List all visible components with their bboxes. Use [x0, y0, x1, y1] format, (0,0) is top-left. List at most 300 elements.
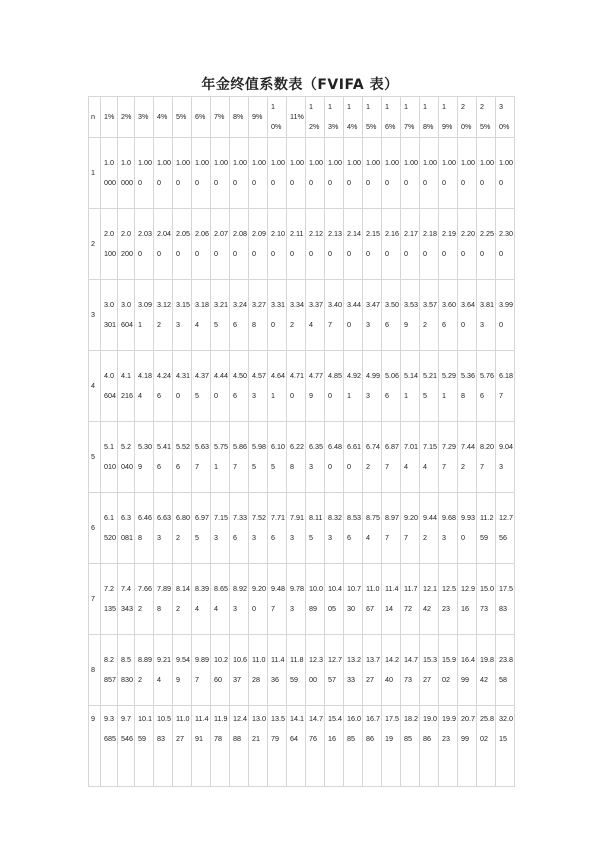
factor-cell [118, 706, 135, 787]
factor-cell [496, 635, 515, 706]
factor-cell [287, 635, 306, 706]
period-cell-text: 5 [91, 452, 95, 461]
factor-cell [477, 635, 496, 706]
factor-cell [401, 138, 420, 209]
factor-cell [154, 351, 173, 422]
factor-cell-text: 8.754 [366, 513, 380, 542]
factor-cell [420, 280, 439, 351]
factor-cell-text: 3.572 [423, 300, 437, 329]
factor-cell-text: 3.310 [271, 300, 285, 329]
factor-cell [344, 422, 363, 493]
factor-cell-text: 19.923 [442, 714, 456, 743]
factor-cell-text: 4.779 [309, 371, 323, 400]
factor-cell [268, 493, 287, 564]
factor-cell-text: 11.414 [385, 584, 399, 613]
column-header [325, 97, 344, 138]
column-header-text: 30% [499, 102, 510, 131]
factor-cell [363, 280, 382, 351]
factor-cell-text: 4.0604 [104, 371, 116, 400]
factor-cell-text: 1.000 [461, 158, 475, 187]
column-header-text: 2% [121, 112, 132, 121]
factor-cell [173, 209, 192, 280]
factor-cell [363, 635, 382, 706]
factor-cell-text: 9.214 [157, 655, 171, 684]
factor-cell [211, 564, 230, 635]
factor-cell [325, 493, 344, 564]
period-cell [89, 706, 101, 787]
factor-cell-text: 5.766 [480, 371, 494, 400]
factor-cell-text: 8.977 [385, 513, 399, 542]
factor-cell [249, 138, 268, 209]
factor-cell [192, 635, 211, 706]
factor-cell [135, 138, 154, 209]
column-header-text: 19% [442, 102, 453, 131]
factor-cell-text: 5.141 [404, 371, 418, 400]
factor-cell [135, 422, 154, 493]
period-cell-text: 7 [91, 594, 95, 603]
period-cell-text: 4 [91, 381, 95, 390]
factor-cell [477, 138, 496, 209]
factor-cell-text: 5.368 [461, 371, 475, 400]
factor-cell-text: 3.215 [214, 300, 228, 329]
factor-cell-text: 2.050 [176, 229, 190, 258]
factor-cell-text: 9.683 [442, 513, 456, 542]
period-cell [89, 635, 101, 706]
factor-cell-text: 2.170 [404, 229, 418, 258]
factor-cell [268, 280, 287, 351]
factor-cell [249, 706, 268, 787]
table-row [89, 280, 515, 351]
factor-cell [230, 351, 249, 422]
column-header-text: 8% [233, 112, 244, 121]
factor-cell [306, 635, 325, 706]
factor-cell-text: 4.641 [271, 371, 285, 400]
factor-cell [363, 351, 382, 422]
factor-cell [458, 422, 477, 493]
factor-cell [477, 351, 496, 422]
column-header [230, 97, 249, 138]
factor-cell [344, 209, 363, 280]
factor-cell-text: 9.442 [423, 513, 437, 542]
factor-cell [173, 138, 192, 209]
factor-cell-text: 3.440 [347, 300, 361, 329]
factor-cell [118, 280, 135, 351]
factor-cell [154, 209, 173, 280]
factor-cell-text: 5.985 [252, 442, 266, 471]
factor-cell [173, 351, 192, 422]
factor-cell [154, 138, 173, 209]
column-header [401, 97, 420, 138]
factor-cell [135, 564, 154, 635]
factor-cell [211, 138, 230, 209]
factor-cell [268, 351, 287, 422]
factor-cell [135, 209, 154, 280]
factor-cell [101, 138, 118, 209]
column-header [496, 97, 515, 138]
factor-cell-text: 10.637 [233, 655, 247, 684]
period-cell-text: 8 [91, 665, 95, 674]
period-cell [89, 138, 101, 209]
factor-cell-text: 1.000 [385, 158, 399, 187]
factor-cell [118, 209, 135, 280]
factor-cell [382, 564, 401, 635]
factor-cell-text: 4.573 [252, 371, 266, 400]
factor-cell [382, 209, 401, 280]
factor-cell [344, 635, 363, 706]
factor-cell-text: 2.160 [385, 229, 399, 258]
factor-cell-text: 5.867 [233, 442, 247, 471]
factor-cell [439, 706, 458, 787]
factor-cell [325, 209, 344, 280]
factor-cell-text: 9.3685 [104, 714, 116, 743]
factor-cell [458, 493, 477, 564]
factor-cell [382, 635, 401, 706]
period-cell [89, 564, 101, 635]
column-header [306, 97, 325, 138]
factor-cell-text: 3.539 [404, 300, 418, 329]
factor-cell-text: 7.898 [157, 584, 171, 613]
column-header-text: 7% [214, 112, 225, 121]
factor-cell [458, 635, 477, 706]
factor-cell-text: 3.813 [480, 300, 494, 329]
factor-cell-text: 15.902 [442, 655, 456, 684]
period-cell-text: 3 [91, 310, 95, 319]
column-header [101, 97, 118, 138]
factor-cell-text: 3.246 [233, 300, 247, 329]
factor-cell-text: 14.240 [385, 655, 399, 684]
factor-cell [496, 706, 515, 787]
factor-cell [230, 564, 249, 635]
factor-cell [249, 351, 268, 422]
factor-cell-text: 11.067 [366, 584, 380, 613]
factor-cell [268, 422, 287, 493]
factor-cell-text: 8.207 [480, 442, 494, 471]
factor-cell [420, 209, 439, 280]
column-header-text: 5% [176, 112, 187, 121]
column-header [382, 97, 401, 138]
factor-cell [268, 209, 287, 280]
factor-cell-text: 3.990 [499, 300, 513, 329]
factor-cell [192, 280, 211, 351]
factor-cell [101, 351, 118, 422]
factor-cell [101, 564, 118, 635]
factor-cell [192, 493, 211, 564]
factor-cell [458, 280, 477, 351]
column-header-text: 16% [385, 102, 396, 131]
factor-cell [230, 635, 249, 706]
factor-cell-text: 25.802 [480, 714, 494, 743]
factor-cell-text: 3.153 [176, 300, 190, 329]
factor-cell [230, 493, 249, 564]
factor-cell-text: 7.442 [461, 442, 475, 471]
factor-cell-text: 6.187 [499, 371, 513, 400]
factor-cell-text: 2.200 [461, 229, 475, 258]
factor-cell [249, 209, 268, 280]
factor-cell-text: 3.184 [195, 300, 209, 329]
factor-cell-text: 1.000 [176, 158, 190, 187]
factor-cell-text: 6.228 [290, 442, 304, 471]
factor-cell [382, 493, 401, 564]
factor-cell-text: 3.0301 [104, 300, 116, 329]
factor-cell [477, 280, 496, 351]
factor-cell-text: 16.786 [366, 714, 380, 743]
factor-cell [249, 422, 268, 493]
factor-cell [101, 280, 118, 351]
factor-cell [230, 138, 249, 209]
factor-cell-text: 2.100 [271, 229, 285, 258]
factor-cell [477, 209, 496, 280]
factor-cell-text: 15.073 [480, 584, 494, 613]
factor-cell-text: 9.200 [252, 584, 266, 613]
factor-cell-text: 2.120 [309, 229, 323, 258]
column-header [118, 97, 135, 138]
factor-cell-text: 3.122 [157, 300, 171, 329]
factor-cell-text: 6.3081 [121, 513, 133, 542]
factor-cell-text: 5.066 [385, 371, 399, 400]
factor-cell-text: 10.405 [328, 584, 342, 613]
factor-cell-text: 16.085 [347, 714, 361, 743]
factor-cell-text: 14.773 [404, 655, 418, 684]
factor-cell [382, 422, 401, 493]
factor-cell [118, 422, 135, 493]
factor-cell [420, 635, 439, 706]
factor-cell [420, 422, 439, 493]
factor-cell [287, 138, 306, 209]
factor-cell [477, 564, 496, 635]
factor-cell [192, 706, 211, 787]
factor-cell [249, 635, 268, 706]
factor-cell-text: 10.260 [214, 655, 228, 684]
factor-cell [135, 706, 154, 787]
factor-cell [268, 706, 287, 787]
factor-cell-text: 4.1216 [121, 371, 133, 400]
factor-cell-text: 13.021 [252, 714, 266, 743]
factor-cell [420, 138, 439, 209]
factor-cell-text: 11.978 [214, 714, 228, 743]
factor-cell [363, 138, 382, 209]
factor-cell-text: 5.2040 [121, 442, 133, 471]
factor-cell [118, 493, 135, 564]
factor-cell-text: 3.374 [309, 300, 323, 329]
factor-cell [101, 422, 118, 493]
factor-cell [211, 635, 230, 706]
factor-cell [101, 493, 118, 564]
factor-cell-text: 4.850 [328, 371, 342, 400]
factor-cell-text: 6.1520 [104, 513, 116, 542]
factor-cell-text: 8.323 [328, 513, 342, 542]
factor-cell-text: 1.000 [404, 158, 418, 187]
factor-cell [325, 635, 344, 706]
factor-cell-text: 1.0000 [104, 158, 116, 187]
factor-cell [420, 564, 439, 635]
factor-cell-text: 9.7546 [121, 714, 133, 743]
factor-cell [344, 564, 363, 635]
factor-cell-text: 2.140 [347, 229, 361, 258]
factor-cell [101, 209, 118, 280]
factor-cell-text: 5.1010 [104, 442, 116, 471]
factor-cell [401, 422, 420, 493]
factor-cell-text: 6.353 [309, 442, 323, 471]
column-header-text: 6% [195, 112, 206, 121]
column-header [173, 97, 192, 138]
factor-cell-text: 6.742 [366, 442, 380, 471]
factor-cell-text: 17.519 [385, 714, 399, 743]
factor-cell-text: 6.480 [328, 442, 342, 471]
factor-cell [477, 493, 496, 564]
factor-cell-text: 8.892 [138, 655, 152, 684]
table-row [89, 706, 515, 787]
factor-cell-text: 12.488 [233, 714, 247, 743]
factor-cell [325, 138, 344, 209]
factor-cell [135, 351, 154, 422]
factor-cell-text: 2.060 [195, 229, 209, 258]
factor-cell [420, 706, 439, 787]
factor-cell [135, 280, 154, 351]
period-cell [89, 280, 101, 351]
factor-cell-text: 1.000 [233, 158, 247, 187]
table-row [89, 351, 515, 422]
factor-cell-text: 1.000 [366, 158, 380, 187]
factor-cell-text: 15.416 [328, 714, 342, 743]
factor-cell-text: 1.000 [290, 158, 304, 187]
factor-cell [401, 280, 420, 351]
factor-cell-text: 12.300 [309, 655, 323, 684]
factor-cell [458, 138, 477, 209]
factor-cell-text: 4.506 [233, 371, 247, 400]
factor-cell-text: 2.080 [233, 229, 247, 258]
factor-cell [306, 422, 325, 493]
factor-cell-text: 9.930 [461, 513, 475, 542]
column-header-text: 1% [104, 112, 115, 121]
factor-cell-text: 9.897 [195, 655, 209, 684]
factor-cell [344, 706, 363, 787]
column-header-text: 18% [423, 102, 434, 131]
factor-cell-text: 10.089 [309, 584, 323, 613]
factor-cell [211, 209, 230, 280]
column-header-text: 10% [271, 102, 282, 131]
factor-cell [344, 280, 363, 351]
factor-cell-text: 12.757 [328, 655, 342, 684]
column-header [211, 97, 230, 138]
column-header [135, 97, 154, 138]
factor-cell [496, 138, 515, 209]
factor-cell-text: 11.028 [252, 655, 266, 684]
factor-cell [249, 564, 268, 635]
factor-cell-text: 3.342 [290, 300, 304, 329]
factor-cell-text: 14.776 [309, 714, 323, 743]
factor-cell [211, 493, 230, 564]
factor-cell [118, 138, 135, 209]
factor-cell-text: 3.278 [252, 300, 266, 329]
factor-cell [401, 351, 420, 422]
factor-cell-text: 7.336 [233, 513, 247, 542]
factor-cell [173, 564, 192, 635]
factor-cell [287, 493, 306, 564]
factor-cell-text: 7.523 [252, 513, 266, 542]
factor-cell [192, 422, 211, 493]
factor-cell [344, 351, 363, 422]
factor-cell-text: 9.207 [404, 513, 418, 542]
factor-cell-text: 6.610 [347, 442, 361, 471]
factor-cell [192, 351, 211, 422]
factor-cell [101, 635, 118, 706]
factor-cell-text: 5.416 [157, 442, 171, 471]
column-header [363, 97, 382, 138]
page-title: 年金终值系数表（FVIFA 表） [201, 77, 399, 93]
factor-cell [118, 564, 135, 635]
factor-cell [382, 138, 401, 209]
factor-cell-text: 2.0200 [121, 229, 133, 258]
factor-cell [173, 493, 192, 564]
factor-cell [287, 351, 306, 422]
factor-cell-text: 2.190 [442, 229, 456, 258]
period-cell-text: 2 [91, 239, 95, 248]
factor-cell [401, 493, 420, 564]
factor-cell-text: 11.436 [271, 655, 285, 684]
factor-cell [420, 351, 439, 422]
factor-cell [496, 351, 515, 422]
factor-cell [306, 564, 325, 635]
factor-cell [287, 209, 306, 280]
period-cell [89, 422, 101, 493]
column-header-text: 15% [366, 102, 377, 131]
factor-cell-text: 6.877 [385, 442, 399, 471]
factor-cell [268, 564, 287, 635]
factor-cell-text: 7.662 [138, 584, 152, 613]
factor-cell-text: 2.300 [499, 229, 513, 258]
factor-cell [496, 422, 515, 493]
factor-cell-text: 16.499 [461, 655, 475, 684]
factor-cell [363, 422, 382, 493]
factor-cell [287, 280, 306, 351]
factor-cell-text: 11.491 [195, 714, 209, 743]
factor-cell-text: 2.070 [214, 229, 228, 258]
factor-cell-text: 11.859 [290, 655, 304, 684]
column-header [192, 97, 211, 138]
factor-cell [306, 351, 325, 422]
factor-cell [306, 706, 325, 787]
factor-cell-text: 13.233 [347, 655, 361, 684]
column-header-text: 11% [290, 112, 304, 121]
factor-cell [439, 493, 458, 564]
factor-cell [439, 280, 458, 351]
factor-cell [135, 493, 154, 564]
factor-cell [458, 564, 477, 635]
factor-cell-text: 1.000 [480, 158, 494, 187]
factor-cell-text: 4.993 [366, 371, 380, 400]
factor-cell-text: 8.654 [214, 584, 228, 613]
factor-cell-text: 8.2857 [104, 655, 116, 684]
factor-cell-text: 7.014 [404, 442, 418, 471]
factor-cell [211, 351, 230, 422]
factor-cell-text: 2.180 [423, 229, 437, 258]
factor-cell-text: 7.913 [290, 513, 304, 542]
factor-cell-text: 4.375 [195, 371, 209, 400]
factor-cell [268, 635, 287, 706]
factor-cell [363, 493, 382, 564]
factor-cell [287, 564, 306, 635]
factor-cell [458, 706, 477, 787]
factor-cell [192, 564, 211, 635]
factor-cell [344, 138, 363, 209]
factor-cell-text: 11.772 [404, 584, 418, 613]
column-header [89, 97, 101, 138]
factor-cell-text: 3.640 [461, 300, 475, 329]
factor-cell-text: 2.040 [157, 229, 171, 258]
table-row [89, 564, 515, 635]
factor-cell [154, 564, 173, 635]
factor-cell-text: 14.164 [290, 714, 304, 743]
